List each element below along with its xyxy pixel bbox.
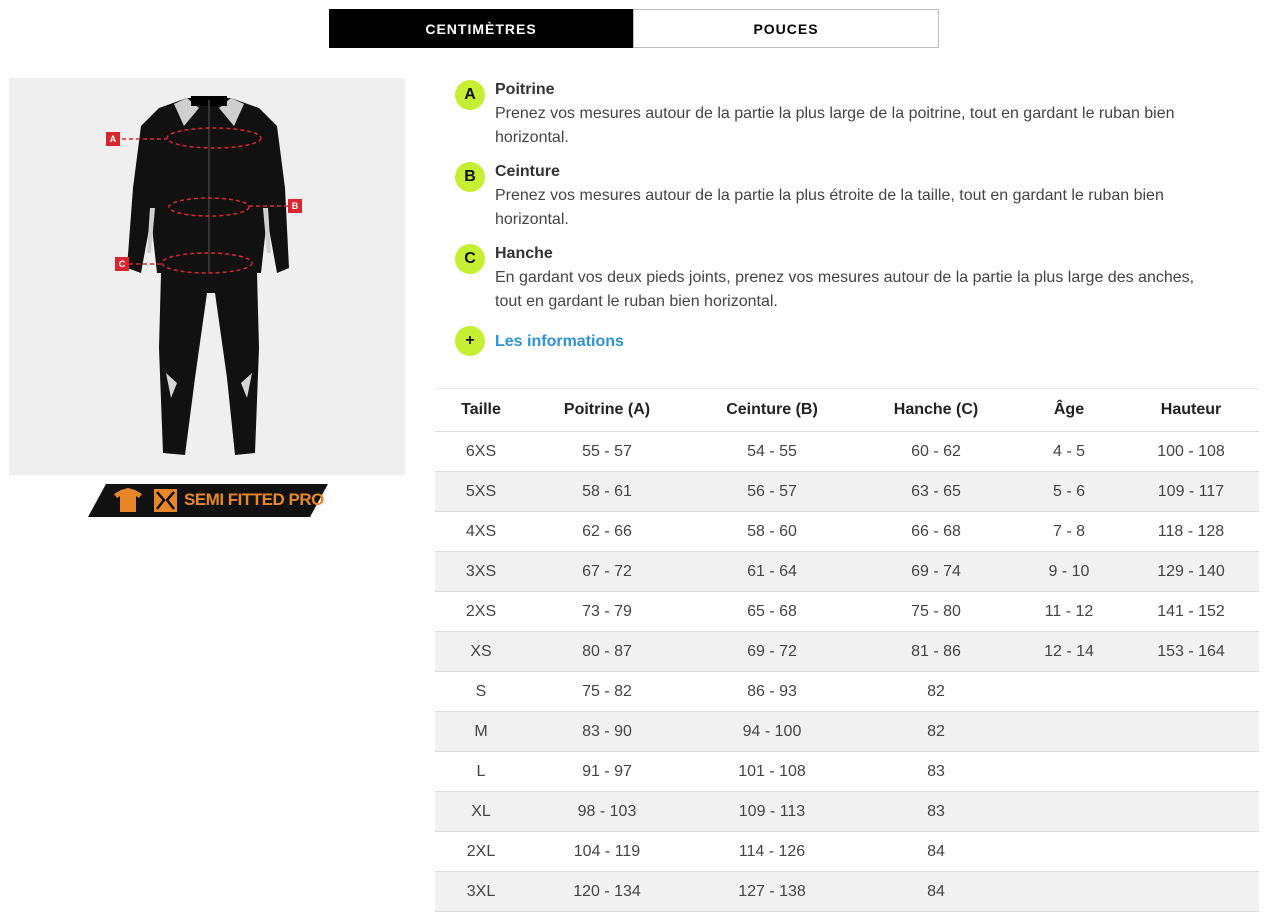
table-row	[435, 512, 1259, 552]
table-row	[435, 672, 1259, 712]
marker-b: B	[288, 199, 302, 213]
header-cell: Poitrine (A)	[527, 389, 687, 432]
table-cell: 104 - 119	[527, 832, 687, 872]
table-cell: 2XL	[435, 832, 527, 872]
table-cell: 4XS	[435, 512, 527, 552]
table-row	[435, 752, 1259, 792]
table-cell: 61 - 64	[687, 552, 857, 592]
table-cell: 129 - 140	[1123, 552, 1259, 592]
table-cell: 141 - 152	[1123, 592, 1259, 632]
table-cell: 4 - 5	[1015, 432, 1123, 472]
table-cell: 109 - 117	[1123, 472, 1259, 512]
table-cell: L	[435, 752, 527, 792]
table-cell: 80 - 87	[527, 632, 687, 672]
table-cell	[1123, 712, 1259, 752]
tracksuit-illustration	[9, 78, 405, 475]
table-cell: XL	[435, 792, 527, 832]
table-cell: 54 - 55	[687, 432, 857, 472]
table-cell: S	[435, 672, 527, 712]
table-cell: 100 - 108	[1123, 432, 1259, 472]
measure-item-hip	[455, 242, 1215, 314]
letter-c-badge: C	[455, 244, 485, 274]
table-cell: 6XS	[435, 432, 527, 472]
header-cell: Taille	[435, 389, 527, 432]
table-cell	[1123, 672, 1259, 712]
letter-a-badge: A	[455, 80, 485, 110]
table-cell	[1015, 832, 1123, 872]
table-cell: 3XS	[435, 552, 527, 592]
table-cell: 82	[857, 672, 1015, 712]
table-cell: 58 - 60	[687, 512, 857, 552]
table-cell: XS	[435, 632, 527, 672]
table-cell	[1015, 872, 1123, 912]
table-row	[435, 872, 1259, 912]
measure-item-chest	[455, 78, 1215, 150]
table-cell: 75 - 82	[527, 672, 687, 712]
table-cell: 63 - 65	[857, 472, 1015, 512]
badge-text: SEMI FITTED PRO	[184, 490, 324, 509]
table-cell	[1123, 752, 1259, 792]
table-row	[435, 632, 1259, 672]
table-cell: 91 - 97	[527, 752, 687, 792]
table-cell: 55 - 57	[527, 432, 687, 472]
table-cell: 5 - 6	[1015, 472, 1123, 512]
table-cell	[1015, 712, 1123, 752]
table-cell	[1123, 872, 1259, 912]
table-cell: 101 - 108	[687, 752, 857, 792]
table-row	[435, 432, 1259, 472]
table-cell: 7 - 8	[1015, 512, 1123, 552]
table-cell: 153 - 164	[1123, 632, 1259, 672]
header-cell: Âge	[1015, 389, 1123, 432]
table-cell: 5XS	[435, 472, 527, 512]
table-cell: 82	[857, 712, 1015, 752]
measure-title: Ceinture	[495, 163, 560, 180]
table-row	[435, 592, 1259, 632]
table-cell: 67 - 72	[527, 552, 687, 592]
table-cell: 11 - 12	[1015, 592, 1123, 632]
table-row	[435, 792, 1259, 832]
table-cell: 94 - 100	[687, 712, 857, 752]
table-cell: 98 - 103	[527, 792, 687, 832]
table-cell: 83	[857, 792, 1015, 832]
table-cell	[1123, 792, 1259, 832]
measure-description: Prenez vos mesures autour de la partie la plus large de la poitrine, tout en gardant le ruban bien horizontal.	[495, 105, 1175, 146]
table-row	[435, 552, 1259, 592]
letter-b-badge: B	[455, 162, 485, 192]
table-row	[435, 712, 1259, 752]
table-cell: 83	[857, 752, 1015, 792]
table-cell: 56 - 57	[687, 472, 857, 512]
table-cell: 9 - 10	[1015, 552, 1123, 592]
table-cell: 81 - 86	[857, 632, 1015, 672]
table-cell: 69 - 74	[857, 552, 1015, 592]
header-cell: Hanche (C)	[857, 389, 1015, 432]
table-cell: 114 - 126	[687, 832, 857, 872]
marker-a: A	[106, 132, 120, 146]
more-info-link[interactable]: Les informations	[495, 333, 624, 350]
table-cell: 127 - 138	[687, 872, 857, 912]
table-cell: 3XL	[435, 872, 527, 912]
measure-item-waist	[455, 160, 1215, 232]
header-cell: Hauteur	[1123, 389, 1259, 432]
table-cell	[1015, 752, 1123, 792]
measure-description: En gardant vos deux pieds joints, prenez vos mesures autour de la partie la plus large des anches, tout en gardant le ruban bien horizontal.	[495, 269, 1195, 310]
table-cell: 12 - 14	[1015, 632, 1123, 672]
size-table	[435, 388, 1259, 912]
marker-c: C	[115, 257, 129, 271]
unit-tabs	[329, 9, 939, 48]
table-cell: 109 - 113	[687, 792, 857, 832]
table-header-row	[435, 389, 1259, 432]
measure-title: Hanche	[495, 245, 553, 262]
table-cell: 60 - 62	[857, 432, 1015, 472]
tab-centimetres[interactable]: CENTIMÈTRES	[329, 9, 633, 48]
measurement-instructions	[455, 78, 1215, 364]
table-cell: 75 - 80	[857, 592, 1015, 632]
table-cell	[1015, 792, 1123, 832]
fit-badge	[88, 484, 328, 517]
measure-description: Prenez vos mesures autour de la partie la plus étroite de la taille, tout en gardant le ruban bien horizontal.	[495, 187, 1164, 228]
table-cell	[1123, 832, 1259, 872]
measure-title: Poitrine	[495, 81, 555, 98]
product-measurement-image	[9, 78, 405, 475]
plus-icon[interactable]: +	[455, 326, 485, 356]
table-cell: 84	[857, 872, 1015, 912]
table-cell	[1015, 672, 1123, 712]
tab-pouces[interactable]: POUCES	[633, 9, 939, 48]
table-cell: 83 - 90	[527, 712, 687, 752]
table-cell: 84	[857, 832, 1015, 872]
table-row	[435, 832, 1259, 872]
table-cell: 62 - 66	[527, 512, 687, 552]
table-cell: 120 - 134	[527, 872, 687, 912]
table-cell: 66 - 68	[857, 512, 1015, 552]
table-cell: 65 - 68	[687, 592, 857, 632]
more-info-item[interactable]	[455, 324, 1215, 354]
table-cell: M	[435, 712, 527, 752]
table-row	[435, 472, 1259, 512]
table-body	[435, 432, 1259, 912]
table-cell: 2XS	[435, 592, 527, 632]
table-cell: 73 - 79	[527, 592, 687, 632]
header-cell: Ceinture (B)	[687, 389, 857, 432]
table-cell: 58 - 61	[527, 472, 687, 512]
table-cell: 69 - 72	[687, 632, 857, 672]
table-cell: 118 - 128	[1123, 512, 1259, 552]
table-cell: 86 - 93	[687, 672, 857, 712]
